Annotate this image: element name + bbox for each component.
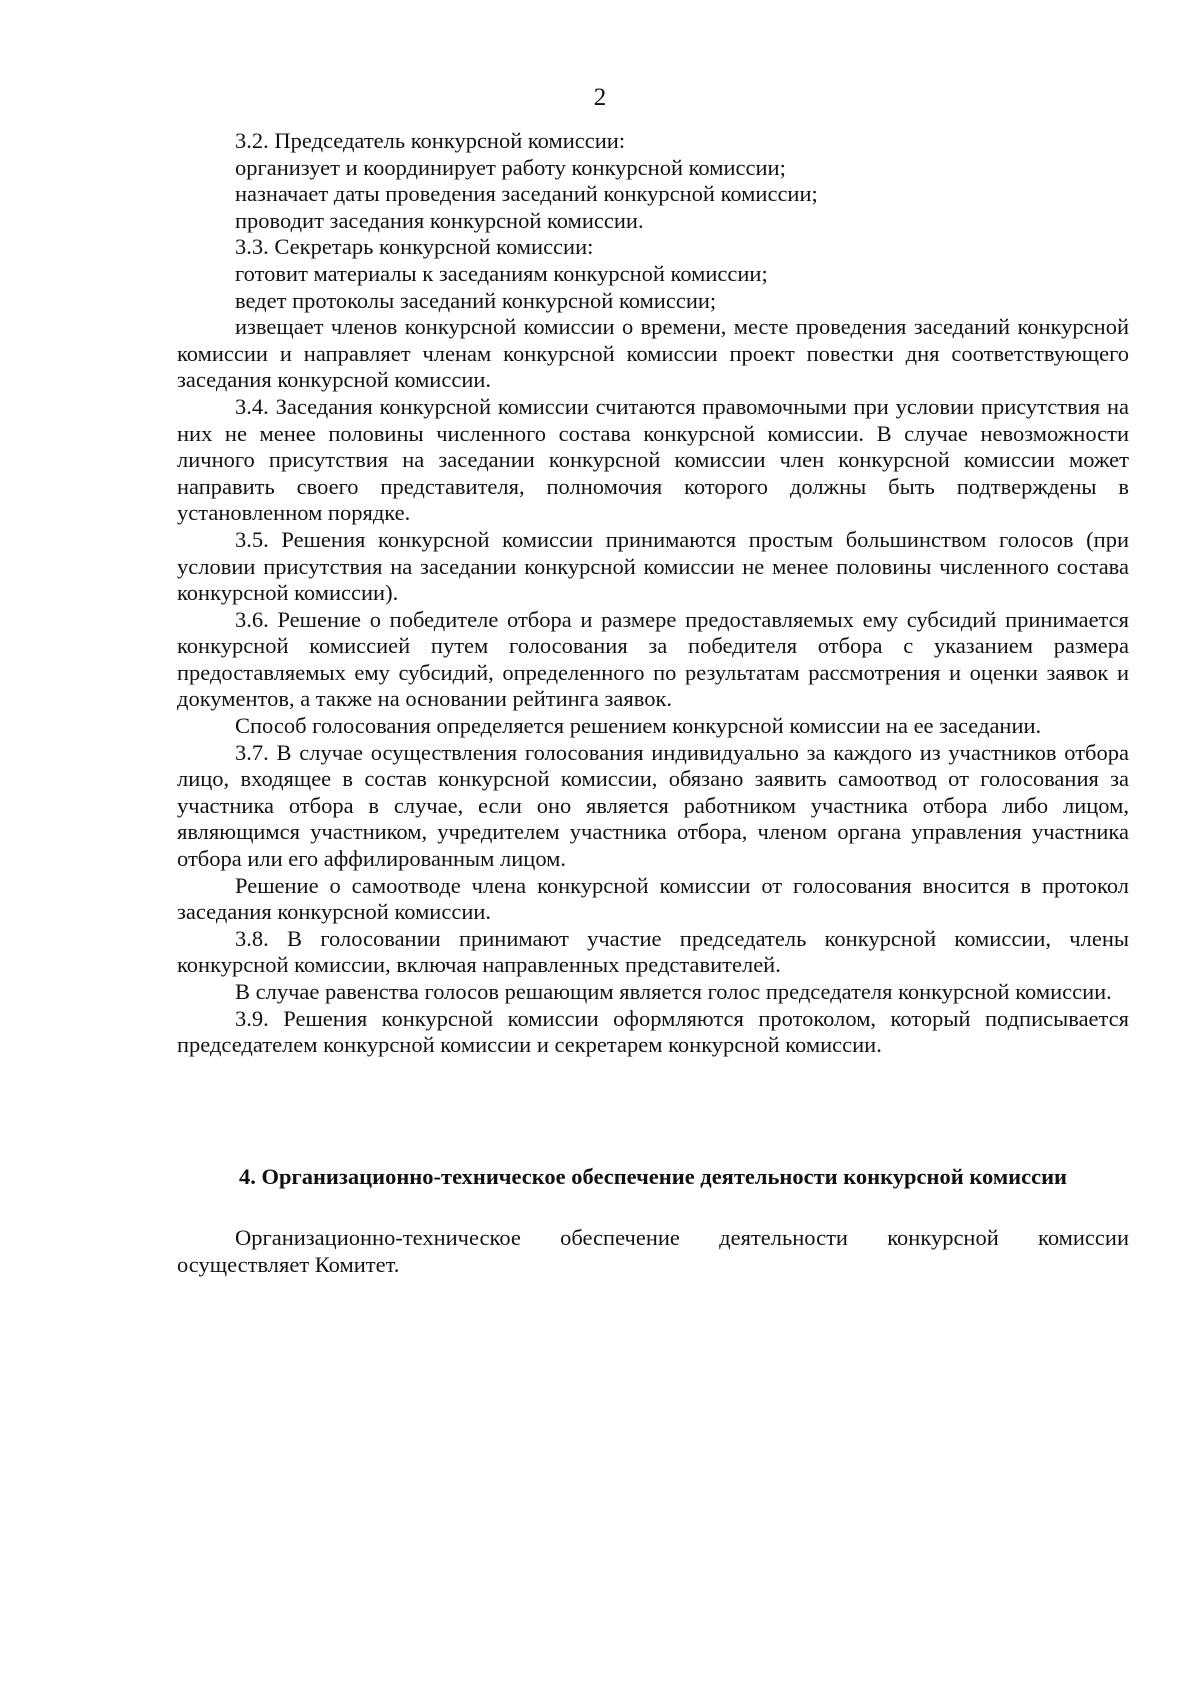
paragraph-3-9: 3.9. Решения конкурсной комиссии оформляются протоколом, который подписывается председателем конкурсной комиссии и секретарем конкурсной комиссии. xyxy=(177,1005,1129,1058)
paragraph-3-8: 3.8. В голосовании принимают участие председатель конкурсной комиссии, члены конкурсной комиссии, включая направленных представителей. xyxy=(177,925,1129,978)
paragraph-sets-dates: назначает даты проведения заседаний конкурсной комиссии; xyxy=(235,181,818,207)
paragraph-3-6: 3.6. Решение о победителе отбора и размере предоставляемых ему субсидий принимается конкурсной комиссией путем голосования за победителя отбора с указанием размера предоставляемых ему субсидий, определенного по результатам рассмотрения и оценки заявок и документов, а также на основании рейтинга заявок. xyxy=(177,606,1129,712)
paragraph-conducts: проводит заседания конкурсной комиссии. xyxy=(235,207,644,233)
paragraph-tie-vote: В случае равенства голосов решающим является голос председателя конкурсной комиссии. xyxy=(235,979,1112,1004)
paragraph-voting-method: Способ голосования определяется решением конкурсной комиссии на ее заседании. xyxy=(235,713,1042,739)
paragraph-notifies: извещает членов конкурсной комиссии о времени, месте проведения заседаний конкурсной комиссии и направляет членам конкурсной комиссии проект повестки дня соответствующего заседания конкурсной комиссии. xyxy=(177,314,1129,393)
paragraph-recusal-decision: Решение о самоотводе члена конкурсной комиссии от голосования вносится в протокол заседания конкурсной комиссии. xyxy=(177,872,1129,925)
body-text xyxy=(177,128,1129,1059)
paragraph-3-5: 3.5. Решения конкурсной комиссии принимаются простым большинством голосов (при условии присутствия на заседании конкурсной комиссии не менее половины численного состава конкурсной комиссии). xyxy=(177,526,1129,606)
final-text xyxy=(177,1225,1129,1278)
page-number: 2 xyxy=(593,84,607,111)
paragraph-organizes: организует и координирует работу конкурсной комиссии; xyxy=(235,154,786,180)
section-heading: 4. Организационно-техническое обеспечение деятельности конкурсной комиссии xyxy=(238,1164,1068,1189)
paragraph-3-7: 3.7. В случае осуществления голосования индивидуально за каждого из участников отбора лицо, входящее в состав конкурсной комиссии, обязано заявить самоотвод от голосования за участника отбора в случае, если оно является работником участника отбора либо лицом, являющимся участником, учредителем участника отбора, членом органа управления участника отбора или его аффилированным лицом. xyxy=(177,739,1129,872)
paragraph-keeps-minutes: ведет протоколы заседаний конкурсной комиссии; xyxy=(235,287,717,313)
paragraph-section-4: Организационно-техническое обеспечение деятельности конкурсной комиссии осуществляет Комитет. xyxy=(177,1225,1129,1277)
paragraph-3-3: 3.3. Секретарь конкурсной комиссии: xyxy=(235,234,594,260)
paragraph-3-2: 3.2. Председатель конкурсной комиссии: xyxy=(235,128,626,153)
paragraph-prepares: готовит материалы к заседаниям конкурсной комиссии; xyxy=(235,260,768,286)
paragraph-3-4: 3.4. Заседания конкурсной комиссии считаются правомочными при условии присутствия на них не менее половины численного состава конкурсной комиссии. В случае невозможности личного присутствия на заседании конкурсной комиссии член конкурсной комиссии может направить своего представителя, полномочия которого должны быть подтверждены в установленном порядке. xyxy=(177,393,1129,526)
